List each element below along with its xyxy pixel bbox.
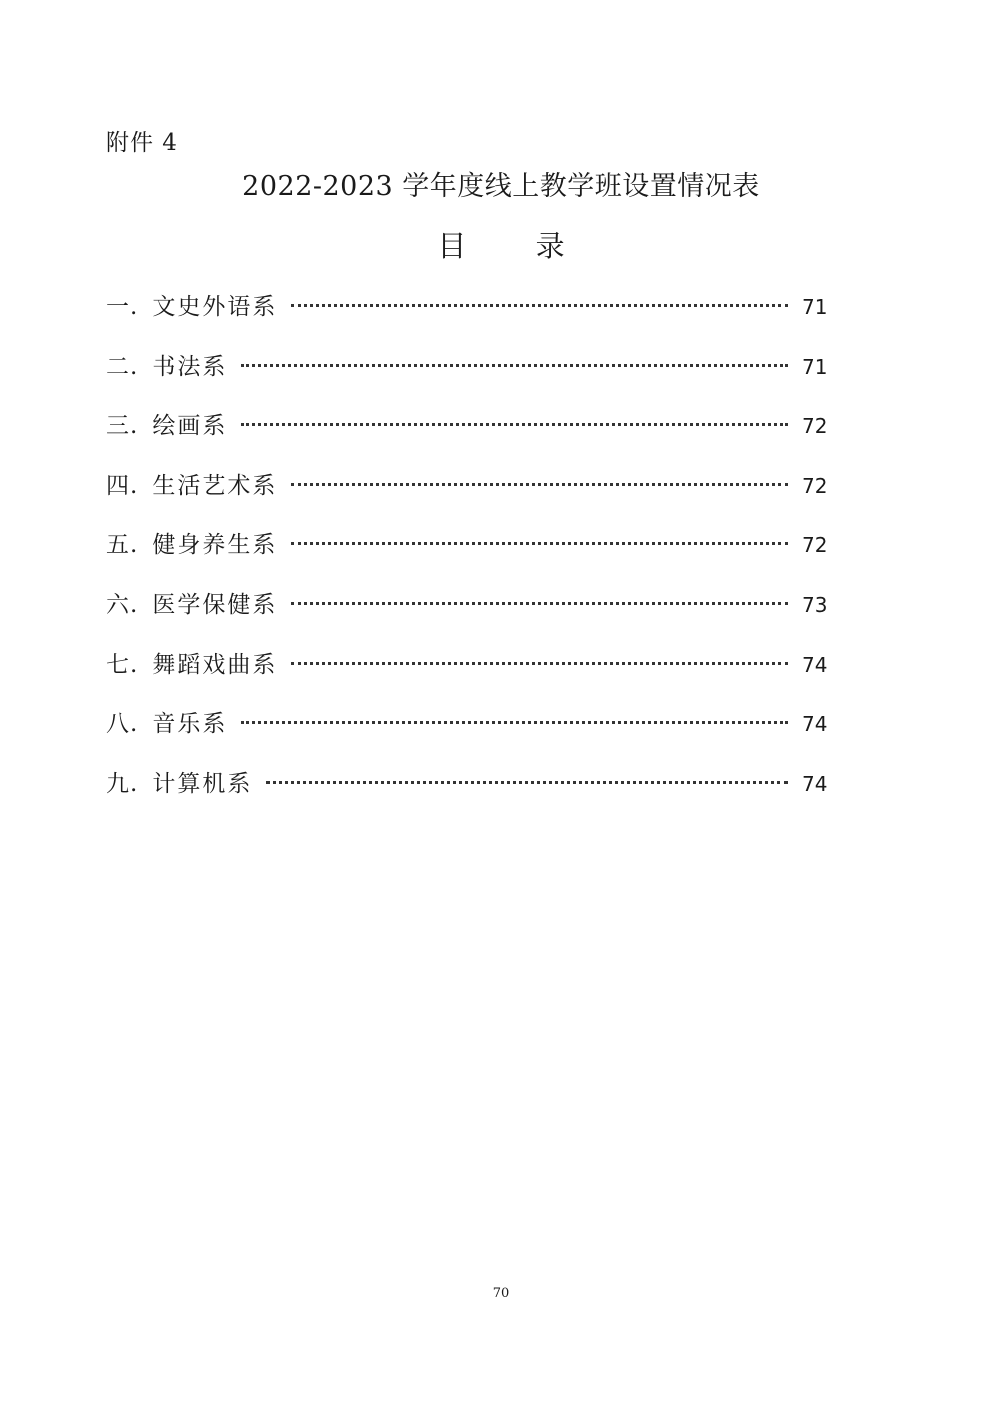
toc-entry-number: 一. bbox=[106, 294, 139, 320]
toc-entry-jisuanji[interactable] bbox=[106, 769, 826, 829]
toc-entry-yinyue[interactable] bbox=[106, 709, 826, 769]
dot-leader bbox=[266, 781, 788, 784]
toc-entry-label: 计算机系 bbox=[152, 770, 253, 797]
toc-entry-label: 音乐系 bbox=[152, 711, 228, 738]
toc-entry-page: 71 bbox=[802, 295, 828, 319]
toc-entry-label: 舞蹈戏曲系 bbox=[152, 651, 278, 678]
toc-entry-number: 八. bbox=[106, 711, 139, 738]
toc-entry-jianshen-yangsheng[interactable] bbox=[106, 530, 826, 590]
toc-entry-label: 健身养生系 bbox=[152, 532, 278, 559]
toc-entry-number: 六. bbox=[106, 591, 139, 618]
dot-leader bbox=[241, 423, 788, 426]
toc-entry-label: 医学保健系 bbox=[152, 591, 278, 618]
page-number: 70 bbox=[492, 1286, 510, 1301]
toc-entry-page: 74 bbox=[802, 652, 828, 677]
toc-entry-page: 72 bbox=[802, 533, 828, 558]
toc-entry-page: 74 bbox=[802, 712, 828, 737]
toc-entry-number: 三. bbox=[106, 413, 139, 440]
toc-entry-huihua[interactable] bbox=[106, 411, 826, 471]
dot-leader bbox=[291, 542, 788, 545]
toc-entry-wudao-xiqu[interactable] bbox=[106, 650, 826, 710]
toc-entry-page: 71 bbox=[802, 354, 828, 379]
toc-entry-page: 74 bbox=[802, 771, 828, 796]
dot-leader bbox=[241, 721, 788, 724]
dot-leader bbox=[291, 662, 788, 665]
toc-entry-label: 书法系 bbox=[152, 353, 228, 380]
attachment-label: 附件 4 bbox=[106, 130, 178, 156]
toc-entry-number: 九. bbox=[106, 770, 139, 797]
dot-leader bbox=[291, 602, 788, 605]
toc-entry-number: 二. bbox=[106, 353, 139, 380]
toc-entry-shenghuo-yishu[interactable] bbox=[106, 471, 826, 531]
document-title: 2022-2023 学年度线上教学班设置情况表 bbox=[242, 171, 760, 202]
toc-entry-label: 绘画系 bbox=[152, 413, 228, 440]
toc-entry-number: 四. bbox=[106, 472, 139, 499]
toc-entry-page: 72 bbox=[802, 414, 828, 439]
toc-entry-number: 五. bbox=[106, 532, 139, 559]
dot-leader bbox=[291, 304, 788, 307]
dot-leader bbox=[241, 364, 788, 367]
toc-entry-label: 文史外语系 bbox=[152, 294, 278, 320]
table-of-contents bbox=[106, 292, 826, 828]
toc-entry-yixue-baojian[interactable] bbox=[106, 590, 826, 650]
toc-entry-label: 生活艺术系 bbox=[152, 472, 278, 499]
dot-leader bbox=[291, 483, 788, 486]
toc-entry-page: 73 bbox=[802, 592, 828, 617]
toc-entry-number: 七. bbox=[106, 651, 139, 678]
toc-heading: 目 录 bbox=[437, 229, 595, 263]
toc-entry-page: 72 bbox=[802, 473, 828, 498]
toc-entry-wenshi-waiyu[interactable] bbox=[106, 292, 826, 352]
toc-entry-shufa[interactable] bbox=[106, 352, 826, 412]
